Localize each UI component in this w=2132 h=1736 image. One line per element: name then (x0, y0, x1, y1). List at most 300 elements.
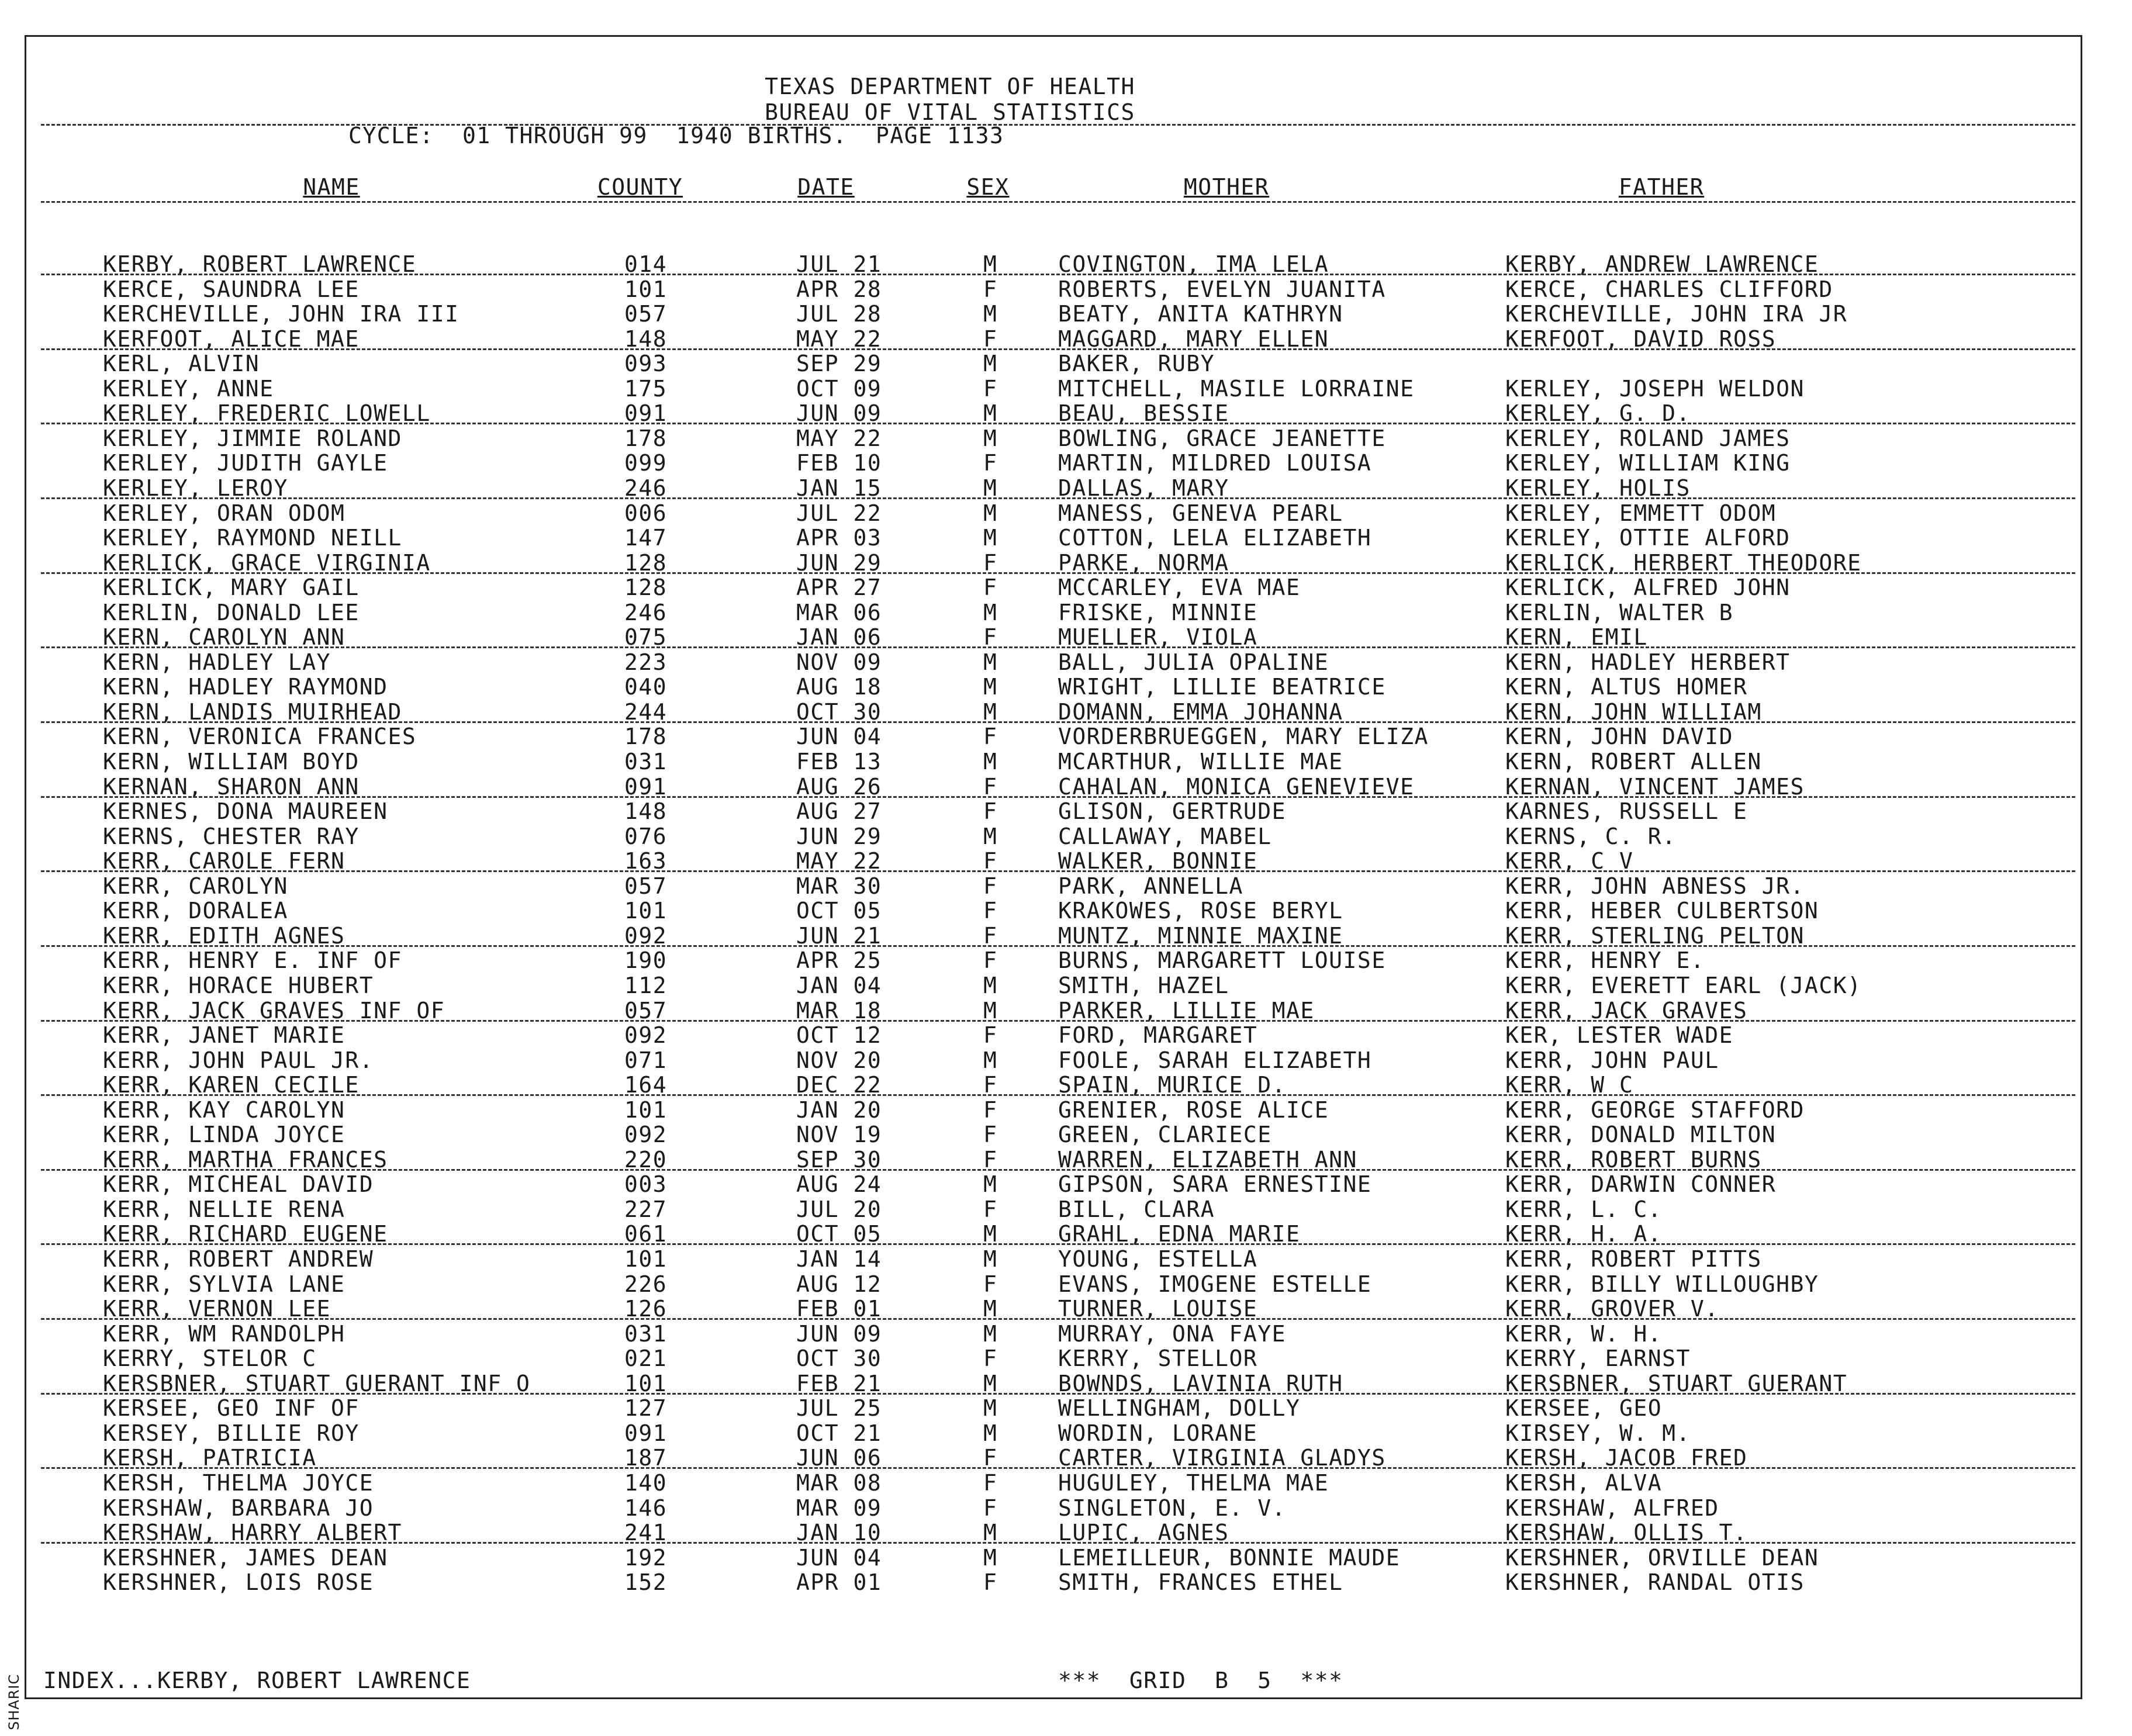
record-sex: F (983, 1097, 998, 1123)
record-sex: F (983, 1122, 998, 1148)
record-mother: CAHALAN, MONICA GENEVIEVE (1058, 773, 1415, 800)
record-mother: WELLINGHAM, DOLLY (1058, 1395, 1301, 1422)
table-row (0, 998, 2132, 1022)
record-father: KERR, BILLY WILLOUGHBY (1505, 1271, 1819, 1297)
record-mother: CALLAWAY, MABEL (1058, 823, 1272, 849)
record-sex: M (983, 301, 998, 327)
record-sex: M (983, 997, 998, 1023)
record-sex: M (983, 500, 998, 526)
record-name: KERR, DORALEA (103, 898, 288, 924)
row-group-rule (41, 721, 2075, 723)
record-date: JAN 15 (796, 475, 882, 501)
record-county: 146 (624, 1495, 668, 1521)
record-date: JAN 06 (796, 624, 882, 651)
table-row (0, 1246, 2132, 1271)
record-date: NOV 19 (796, 1122, 882, 1148)
record-mother: TURNER, LOUISE (1058, 1296, 1258, 1322)
record-mother: LEMEILLEUR, BONNIE MAUDE (1058, 1544, 1401, 1571)
record-name: KERLEY, JUDITH GAYLE (103, 450, 388, 476)
record-name: KERNAN, SHARON ANN (103, 773, 360, 800)
record-mother: BAKER, RUBY (1058, 351, 1215, 377)
record-father: KERR, JACK GRAVES (1505, 997, 1748, 1023)
table-row (0, 1072, 2132, 1097)
record-sex: F (983, 276, 998, 302)
record-name: KERR, MICHEAL DAVID (103, 1171, 374, 1198)
record-name: KERBY, ROBERT LAWRENCE (103, 251, 417, 277)
record-date: JAN 20 (796, 1097, 882, 1123)
table-row (0, 1296, 2132, 1320)
table-row (0, 1470, 2132, 1495)
record-date: MAY 22 (796, 326, 882, 352)
record-name: KERR, HENRY E. INF OF (103, 947, 402, 974)
table-row (0, 699, 2132, 724)
record-father: KERN, JOHN WILLIAM (1505, 698, 1762, 725)
record-father: KERSH, ALVA (1505, 1469, 1663, 1496)
record-father: KERN, EMIL (1505, 624, 1648, 651)
record-sex: F (983, 1022, 998, 1049)
record-father: KERSHAW, ALFRED (1505, 1495, 1719, 1521)
record-mother: MAGGARD, MARY ELLEN (1058, 326, 1329, 352)
record-county: 092 (624, 1022, 668, 1049)
record-county: 152 (624, 1569, 668, 1596)
record-county: 071 (624, 1047, 668, 1073)
record-date: FEB 01 (796, 1296, 882, 1322)
table-row (0, 624, 2132, 649)
record-name: KERR, JANET MARIE (103, 1022, 345, 1049)
record-sex: F (983, 1072, 998, 1098)
record-date: SEP 30 (796, 1146, 882, 1173)
record-mother: PARK, ANNELLA (1058, 873, 1243, 899)
record-county: 057 (624, 873, 668, 899)
record-county: 178 (624, 724, 668, 750)
record-father: KERLEY, EMMETT ODOM (1505, 500, 1777, 526)
record-sex: F (983, 724, 998, 750)
record-date: JUN 09 (796, 400, 882, 427)
record-date: JUL 28 (796, 301, 882, 327)
record-mother: MITCHELL, MASILE LORRAINE (1058, 375, 1415, 402)
record-county: 057 (624, 997, 668, 1023)
record-date: MAY 22 (796, 848, 882, 874)
record-date: JUL 25 (796, 1395, 882, 1422)
record-county: 190 (624, 947, 668, 974)
row-group-rule (41, 497, 2075, 499)
record-date: AUG 12 (796, 1271, 882, 1297)
record-sex: F (983, 1569, 998, 1596)
record-name: KERLEY, FREDERIC LOWELL (103, 400, 431, 427)
record-mother: GRENIER, ROSE ALICE (1058, 1097, 1329, 1123)
record-county: 040 (624, 674, 668, 700)
record-county: 101 (624, 1370, 668, 1396)
record-date: FEB 10 (796, 450, 882, 476)
row-group-rule (41, 1393, 2075, 1395)
record-father: KERLEY, ROLAND JAMES (1505, 425, 1791, 451)
table-row (0, 1371, 2132, 1395)
record-county: 164 (624, 1072, 668, 1098)
record-name: KERR, JACK GRAVES INF OF (103, 997, 445, 1023)
record-mother: BALL, JULIA OPALINE (1058, 649, 1329, 675)
record-mother: MANESS, GENEVA PEARL (1058, 500, 1343, 526)
record-father: KERR, H. A. (1505, 1221, 1663, 1247)
record-date: JAN 10 (796, 1520, 882, 1546)
record-father: KERR, DONALD MILTON (1505, 1122, 1777, 1148)
record-date: AUG 18 (796, 674, 882, 700)
record-name: KERN, VERONICA FRANCES (103, 724, 417, 750)
record-sex: F (983, 1196, 998, 1222)
row-group-rule (41, 274, 2075, 275)
record-sex: F (983, 450, 998, 476)
table-row (0, 351, 2132, 375)
row-group-rule (41, 1020, 2075, 1022)
record-date: APR 27 (796, 575, 882, 601)
record-father: KERLICK, HERBERT THEODORE (1505, 549, 1862, 576)
row-group-rule (41, 572, 2075, 574)
record-sex: F (983, 873, 998, 899)
record-name: KERN, CAROLYN ANN (103, 624, 345, 651)
table-row (0, 1520, 2132, 1544)
record-date: DEC 22 (796, 1072, 882, 1098)
record-county: 246 (624, 599, 668, 625)
record-mother: GREEN, CLARIECE (1058, 1122, 1272, 1148)
record-date: OCT 12 (796, 1022, 882, 1049)
record-name: KERR, RICHARD EUGENE (103, 1221, 388, 1247)
record-date: MAR 08 (796, 1469, 882, 1496)
record-date: NOV 20 (796, 1047, 882, 1073)
record-county: 093 (624, 351, 668, 377)
record-father: KERLIN, WALTER B (1505, 599, 1734, 625)
record-county: 057 (624, 301, 668, 327)
table-row (0, 848, 2132, 873)
table-row (0, 426, 2132, 450)
record-county: 128 (624, 549, 668, 576)
record-sex: F (983, 947, 998, 974)
record-father: KERR, ROBERT PITTS (1505, 1246, 1762, 1272)
row-group-rule (41, 945, 2075, 947)
record-county: 031 (624, 1320, 668, 1347)
record-mother: WARREN, ELIZABETH ANN (1058, 1146, 1357, 1173)
record-mother: KERRY, STELLOR (1058, 1346, 1258, 1372)
record-father: KERCE, CHARLES CLIFFORD (1505, 276, 1833, 302)
record-name: KERLEY, ORAN ODOM (103, 500, 345, 526)
record-name: KERSBNER, STUART GUERANT INF O (103, 1370, 531, 1396)
record-sex: F (983, 375, 998, 402)
record-date: FEB 13 (796, 749, 882, 774)
record-date: OCT 21 (796, 1420, 882, 1446)
record-sex: M (983, 698, 998, 725)
record-date: JUL 21 (796, 251, 882, 277)
table-row (0, 251, 2132, 276)
record-sex: M (983, 1320, 998, 1347)
table-row (0, 1569, 2132, 1594)
record-mother: WRIGHT, LILLIE BEATRICE (1058, 674, 1386, 700)
record-mother: YOUNG, ESTELLA (1058, 1246, 1258, 1272)
record-county: 148 (624, 798, 668, 825)
record-sex: M (983, 1520, 998, 1546)
record-name: KERR, KAREN CECILE (103, 1072, 360, 1098)
record-name: KERN, WILLIAM BOYD (103, 749, 360, 774)
record-county: 014 (624, 251, 668, 277)
record-father: KERN, JOHN DAVID (1505, 724, 1734, 750)
record-father: KERR, JOHN ABNESS JR. (1505, 873, 1805, 899)
record-sex: M (983, 1420, 998, 1446)
record-name: KERR, NELLIE RENA (103, 1196, 345, 1222)
record-name: KERR, ROBERT ANDREW (103, 1246, 374, 1272)
record-name: KERLICK, GRACE VIRGINIA (103, 549, 431, 576)
record-mother: MCCARLEY, EVA MAE (1058, 575, 1301, 601)
record-county: 148 (624, 326, 668, 352)
record-mother: ROBERTS, EVELYN JUANITA (1058, 276, 1386, 302)
table-row (0, 774, 2132, 798)
table-row (0, 973, 2132, 997)
record-county: 006 (624, 500, 668, 526)
record-name: KERR, MARTHA FRANCES (103, 1146, 388, 1173)
table-row (0, 1271, 2132, 1296)
record-county: 175 (624, 375, 668, 402)
record-county: 126 (624, 1296, 668, 1322)
record-county: 246 (624, 475, 668, 501)
record-name: KERLEY, JIMMIE ROLAND (103, 425, 402, 451)
record-father: KERR, STERLING PELTON (1505, 922, 1805, 949)
record-sex: M (983, 1047, 998, 1073)
record-mother: PARKE, NORMA (1058, 549, 1229, 576)
record-name: KERR, SYLVIA LANE (103, 1271, 345, 1297)
record-mother: COTTON, LELA ELIZABETH (1058, 525, 1372, 551)
record-sex: F (983, 798, 998, 825)
row-group-rule (41, 646, 2075, 648)
table-row (0, 276, 2132, 301)
record-mother: DALLAS, MARY (1058, 475, 1229, 501)
table-row (0, 1445, 2132, 1469)
record-father: KERR, W. H. (1505, 1320, 1663, 1347)
record-date: APR 01 (796, 1569, 882, 1596)
record-name: KERN, HADLEY RAYMOND (103, 674, 388, 700)
record-sex: M (983, 1246, 998, 1272)
table-row (0, 749, 2132, 773)
record-county: 226 (624, 1271, 668, 1297)
record-mother: BURNS, MARGARETT LOUISE (1058, 947, 1386, 974)
record-sex: F (983, 1469, 998, 1496)
table-row (0, 525, 2132, 549)
record-mother: WALKER, BONNIE (1058, 848, 1258, 874)
table-row (0, 1047, 2132, 1072)
record-father: KERR, HENRY E. (1505, 947, 1705, 974)
table-row (0, 376, 2132, 400)
row-group-rule (41, 870, 2075, 872)
record-sex: F (983, 773, 998, 800)
record-name: KERR, VERNON LEE (103, 1296, 331, 1322)
record-county: 101 (624, 1097, 668, 1123)
record-county: 092 (624, 922, 668, 949)
record-date: MAR 09 (796, 1495, 882, 1521)
record-mother: MARTIN, MILDRED LOUISA (1058, 450, 1372, 476)
record-name: KERNS, CHESTER RAY (103, 823, 360, 849)
record-sex: M (983, 649, 998, 675)
record-county: 091 (624, 773, 668, 800)
record-sex: M (983, 749, 998, 774)
record-date: MAR 06 (796, 599, 882, 625)
record-name: KERSEY, BILLIE ROY (103, 1420, 360, 1446)
header-agency: TEXAS DEPARTMENT OF HEALTH (765, 74, 1135, 99)
record-father: KERR, C V (1505, 848, 1634, 874)
record-county: 101 (624, 898, 668, 924)
record-county: 061 (624, 1221, 668, 1247)
record-mother: SPAIN, MURICE D. (1058, 1072, 1287, 1098)
record-name: KERSHNER, LOIS ROSE (103, 1569, 374, 1596)
record-mother: PARKER, LILLIE MAE (1058, 997, 1315, 1023)
record-county: 092 (624, 1122, 668, 1148)
table-row (0, 575, 2132, 599)
record-sex: F (983, 1445, 998, 1471)
record-county: 101 (624, 1246, 668, 1272)
record-sex: F (983, 549, 998, 576)
record-county: 241 (624, 1520, 668, 1546)
row-group-rule (41, 1243, 2075, 1245)
col-header-sex: SEX (966, 174, 1010, 200)
record-father: KER, LESTER WADE (1505, 1022, 1734, 1049)
record-mother: COVINGTON, IMA LELA (1058, 251, 1329, 277)
record-name: KERSEE, GEO INF OF (103, 1395, 360, 1422)
record-father: KERLEY, JOSEPH WELDON (1505, 375, 1805, 402)
table-row (0, 1221, 2132, 1246)
record-mother: CARTER, VIRGINIA GLADYS (1058, 1445, 1386, 1471)
record-sex: F (983, 1346, 998, 1372)
record-father: KERNS, C. R. (1505, 823, 1677, 849)
record-father: KERLEY, G. D. (1505, 400, 1691, 427)
record-father: KERSBNER, STUART GUERANT (1505, 1370, 1848, 1396)
record-name: KERCHEVILLE, JOHN IRA III (103, 301, 459, 327)
table-row (0, 1395, 2132, 1420)
record-sex: M (983, 599, 998, 625)
record-father: KERN, ALTUS HOMER (1505, 674, 1748, 700)
record-date: AUG 26 (796, 773, 882, 800)
record-father: KERR, ROBERT BURNS (1505, 1146, 1762, 1173)
record-mother: BOWLING, GRACE JEANETTE (1058, 425, 1386, 451)
record-mother: SINGLETON, E. V. (1058, 1495, 1287, 1521)
record-name: KERR, EDITH AGNES (103, 922, 345, 949)
record-date: NOV 09 (796, 649, 882, 675)
record-father: KERNAN, VINCENT JAMES (1505, 773, 1805, 800)
col-header-name: NAME (303, 174, 360, 200)
table-row (0, 450, 2132, 475)
record-sex: F (983, 624, 998, 651)
record-sex: F (983, 326, 998, 352)
record-mother: MURRAY, ONA FAYE (1058, 1320, 1287, 1347)
record-date: JUN 29 (796, 823, 882, 849)
record-father: KERSH, JACOB FRED (1505, 1445, 1748, 1471)
record-county: 075 (624, 624, 668, 651)
table-row (0, 1122, 2132, 1146)
record-date: OCT 05 (796, 898, 882, 924)
record-name: KERCE, SAUNDRA LEE (103, 276, 360, 302)
record-sex: F (983, 1495, 998, 1521)
record-date: JUN 04 (796, 724, 882, 750)
record-mother: LUPIC, AGNES (1058, 1520, 1229, 1546)
table-row (0, 1196, 2132, 1221)
table-row (0, 1346, 2132, 1370)
record-date: APR 03 (796, 525, 882, 551)
record-name: KERR, WM RANDOLPH (103, 1320, 345, 1347)
record-county: 021 (624, 1346, 668, 1372)
record-name: KERFOOT, ALICE MAE (103, 326, 360, 352)
record-sex: M (983, 400, 998, 427)
record-name: KERR, JOHN PAUL JR. (103, 1047, 374, 1073)
table-row (0, 947, 2132, 972)
row-group-rule (41, 796, 2075, 798)
table-row (0, 873, 2132, 898)
record-county: 099 (624, 450, 668, 476)
record-county: 128 (624, 575, 668, 601)
record-father: KERFOOT, DAVID ROSS (1505, 326, 1777, 352)
record-father: KERR, HEBER CULBERTSON (1505, 898, 1819, 924)
record-name: KERSHAW, BARBARA JO (103, 1495, 374, 1521)
record-name: KERLICK, MARY GAIL (103, 575, 360, 601)
record-sex: M (983, 823, 998, 849)
table-row (0, 475, 2132, 500)
record-mother: BOWNDS, LAVINIA RUTH (1058, 1370, 1343, 1396)
table-row (0, 1147, 2132, 1171)
footer-index: INDEX...KERBY, ROBERT LAWRENCE (43, 1668, 471, 1693)
record-name: KERSHAW, HARRY ALBERT (103, 1520, 402, 1546)
record-county: 031 (624, 749, 668, 774)
record-county: 140 (624, 1469, 668, 1496)
record-name: KERR, CAROLE FERN (103, 848, 345, 874)
record-mother: WORDIN, LORANE (1058, 1420, 1258, 1446)
row-group-rule (41, 423, 2075, 424)
header-rule (41, 124, 2075, 126)
record-date: JUN 09 (796, 1320, 882, 1347)
record-sex: F (983, 575, 998, 601)
record-county: 076 (624, 823, 668, 849)
record-county: 178 (624, 425, 668, 451)
record-county: 187 (624, 1445, 668, 1471)
record-county: 127 (624, 1395, 668, 1422)
row-group-rule (41, 1094, 2075, 1096)
record-mother: GLISON, GERTRUDE (1058, 798, 1287, 825)
record-sex: F (983, 1146, 998, 1173)
record-county: 220 (624, 1146, 668, 1173)
table-row (0, 674, 2132, 698)
record-father: KERSHNER, ORVILLE DEAN (1505, 1544, 1819, 1571)
table-row (0, 1495, 2132, 1520)
record-date: AUG 24 (796, 1171, 882, 1198)
record-mother: DOMANN, EMMA JOHANNA (1058, 698, 1343, 725)
record-sex: M (983, 1395, 998, 1422)
record-name: KERR, KAY CAROLYN (103, 1097, 345, 1123)
record-name: KERLIN, DONALD LEE (103, 599, 360, 625)
record-father: KERSHNER, RANDAL OTIS (1505, 1569, 1805, 1596)
record-mother: SMITH, HAZEL (1058, 972, 1229, 998)
record-date: OCT 09 (796, 375, 882, 402)
table-row (0, 600, 2132, 624)
column-header-rule (41, 201, 2075, 203)
col-header-county: COUNTY (597, 174, 683, 200)
record-mother: KRAKOWES, ROSE BERYL (1058, 898, 1343, 924)
record-mother: MCARTHUR, WILLIE MAE (1058, 749, 1343, 774)
table-row (0, 1545, 2132, 1569)
record-name: KERLEY, LEROY (103, 475, 288, 501)
record-sex: F (983, 1271, 998, 1297)
table-row (0, 400, 2132, 425)
record-mother: FRISKE, MINNIE (1058, 599, 1258, 625)
table-row (0, 1097, 2132, 1122)
record-date: APR 28 (796, 276, 882, 302)
record-mother: FOOLE, SARAH ELIZABETH (1058, 1047, 1372, 1073)
record-father: KERR, DARWIN CONNER (1505, 1171, 1777, 1198)
record-father: KARNES, RUSSELL E (1505, 798, 1748, 825)
record-sex: M (983, 525, 998, 551)
record-name: KERSHNER, JAMES DEAN (103, 1544, 388, 1571)
record-mother: GRAHL, EDNA MARIE (1058, 1221, 1301, 1247)
row-group-rule (41, 1318, 2075, 1320)
